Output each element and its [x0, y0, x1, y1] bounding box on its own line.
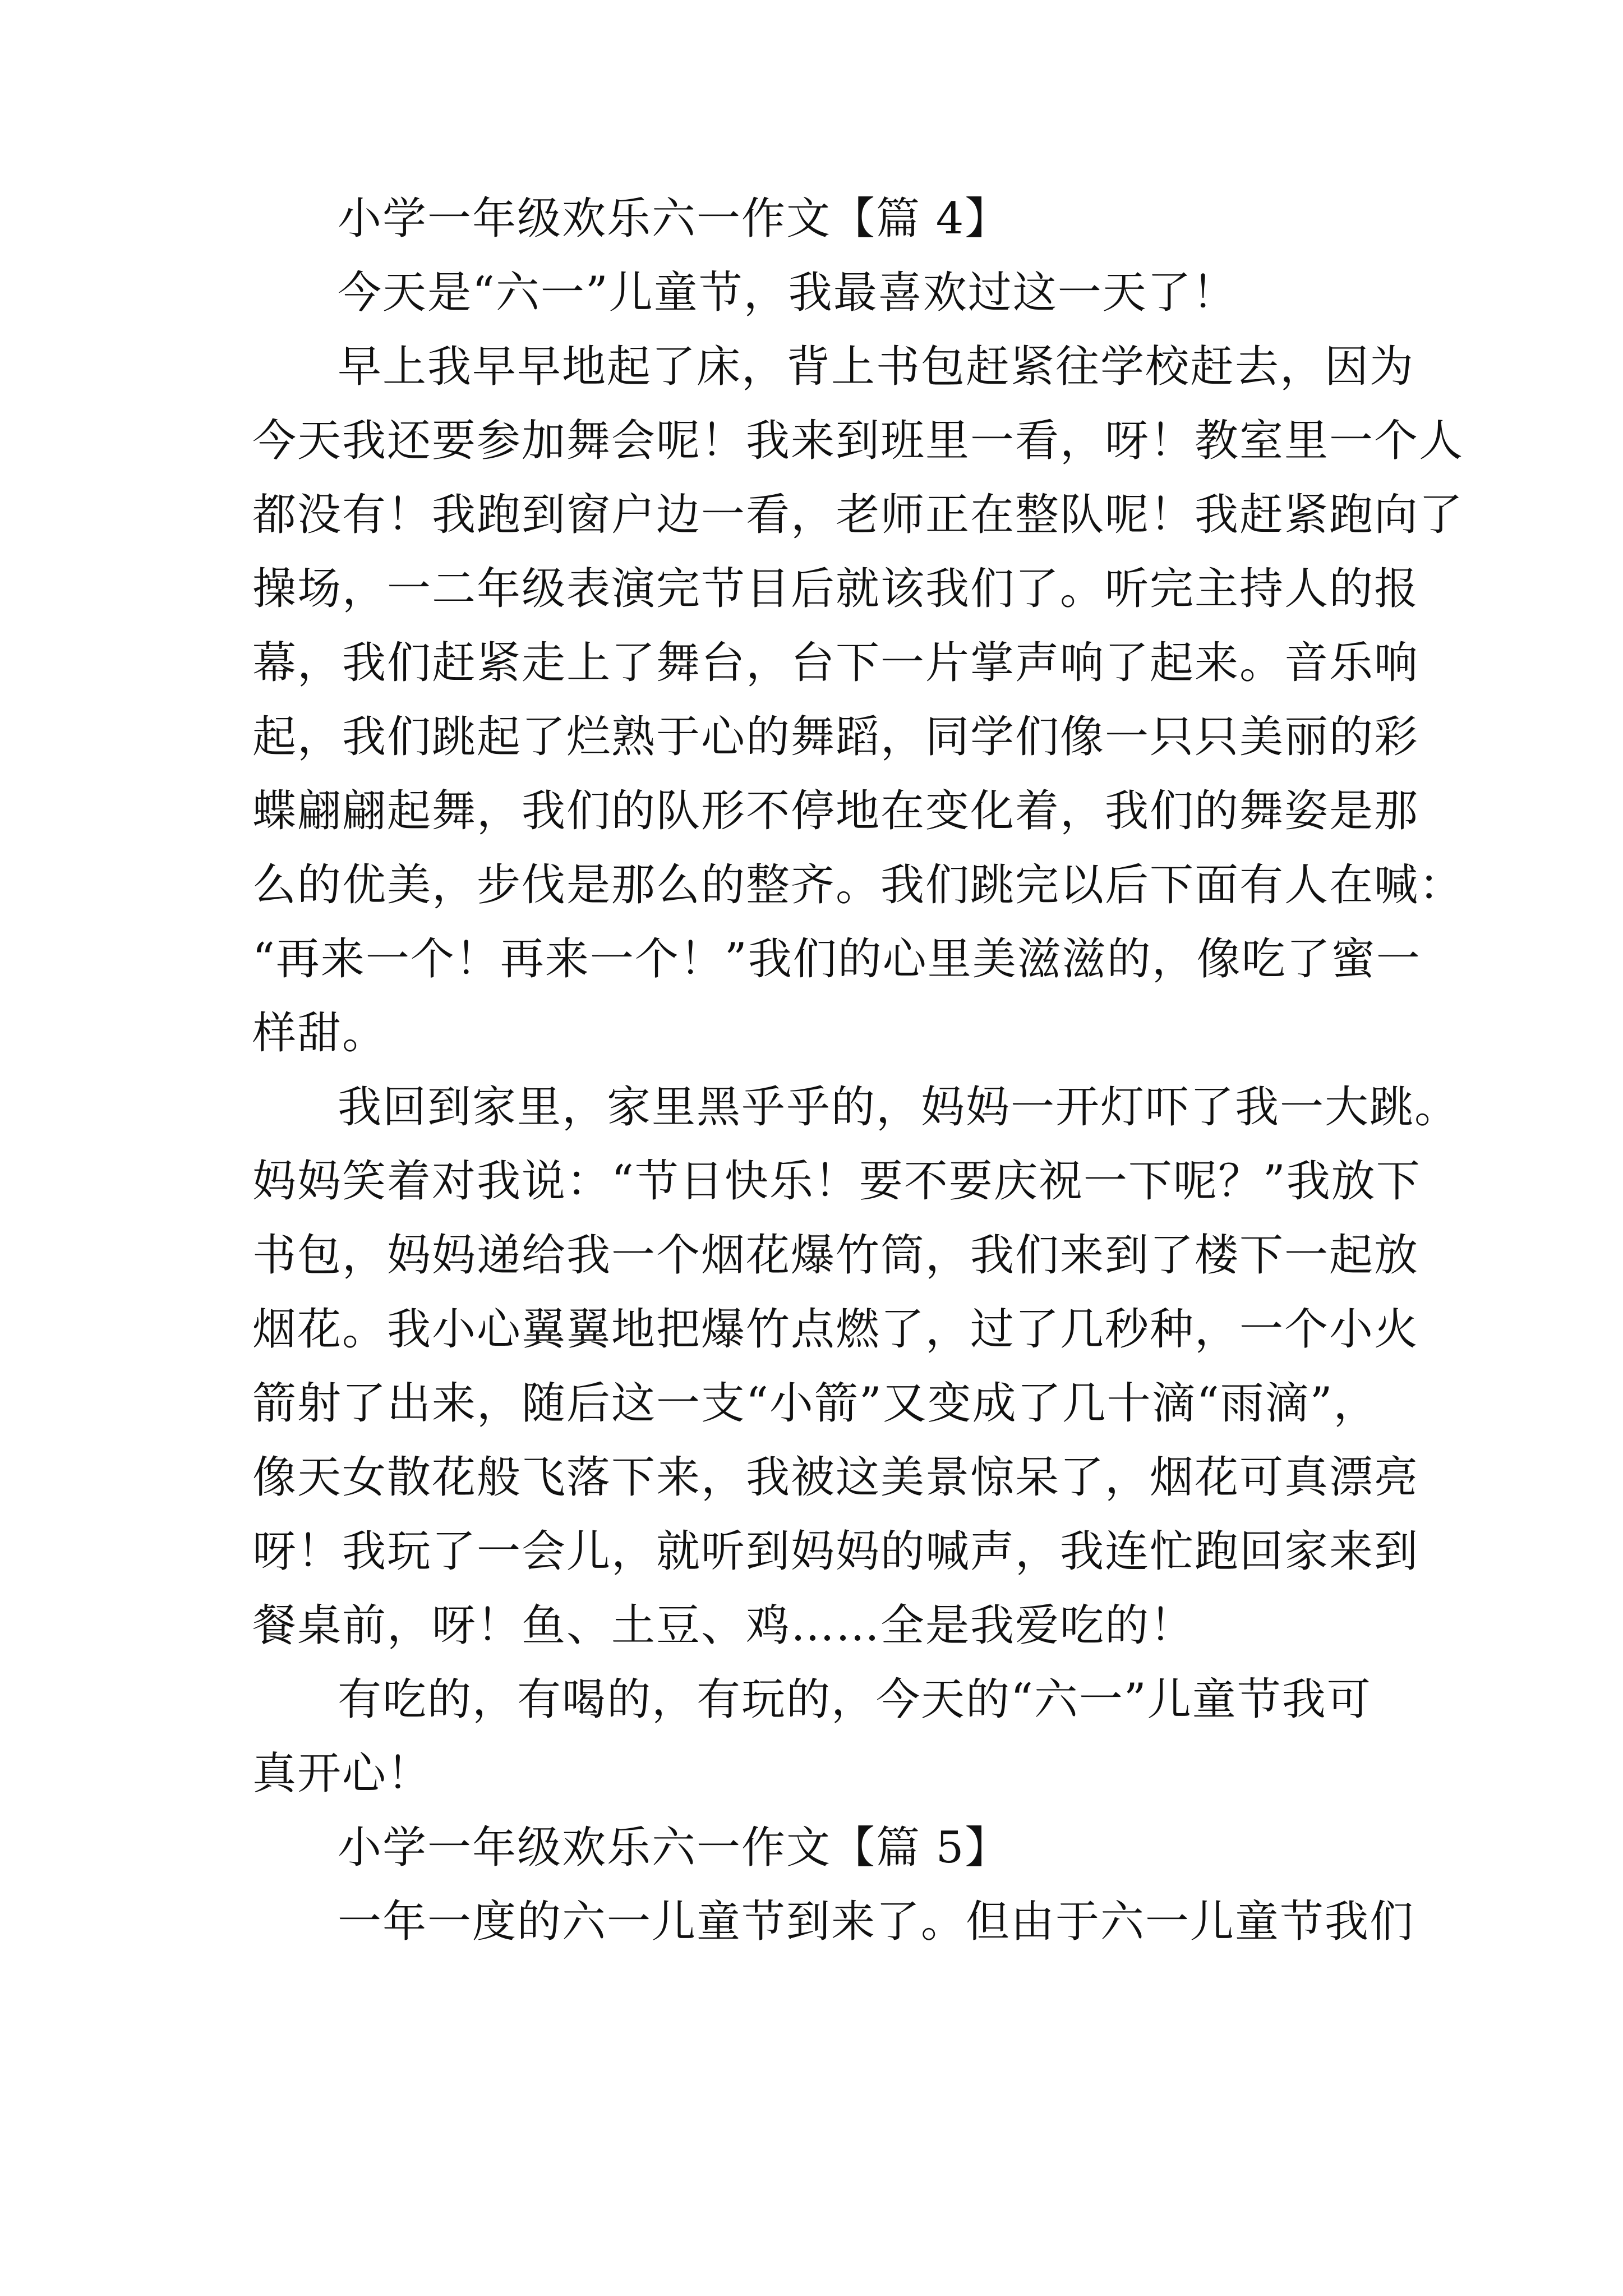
paragraph-line: 书包，妈妈递给我一个烟花爆竹筒，我们来到了楼下一起放 — [252, 1230, 1419, 1281]
paragraph-line: 早上我早早地起了床，背上书包赶紧往学校赶去，因为 — [338, 342, 1415, 392]
paragraph-line: 我回到家里，家里黑乎乎的，妈妈一开灯吓了我一大跳。 — [338, 1082, 1460, 1133]
paragraph-line: 都没有！我跑到窗户边一看，老师正在整队呢！我赶紧跑向了 — [252, 490, 1464, 540]
paragraph-line: 像天女散花般飞落下来，我被这美景惊呆了，烟花可真漂亮 — [252, 1452, 1419, 1503]
section-heading-4: 小学一年级欢乐六一作文【篇 4】 — [338, 194, 1010, 244]
section-heading-5: 小学一年级欢乐六一作文【篇 5】 — [338, 1823, 1010, 1873]
paragraph-line: 呀！我玩了一会儿，就听到妈妈的喊声，我连忙跑回家来到 — [252, 1526, 1419, 1577]
paragraph-line: “再来一个！再来一个！”我们的心里美滋滋的，像吃了蜜一 — [252, 934, 1421, 984]
paragraph-line: 真开心！ — [252, 1749, 432, 1799]
paragraph-line: 有吃的，有喝的，有玩的，今天的“六一”儿童节我可 — [338, 1674, 1372, 1725]
paragraph-line: 么的优美，步伐是那么的整齐。我们跳完以后下面有人在喊： — [252, 860, 1464, 910]
paragraph-line: 蝶翩翩起舞，我们的队形不停地在变化着，我们的舞姿是那 — [252, 786, 1419, 836]
paragraph-line: 起，我们跳起了烂熟于心的舞蹈，同学们像一只只美丽的彩 — [252, 712, 1419, 762]
paragraph-line: 操场，一二年级表演完节目后就该我们了。听完主持人的报 — [252, 564, 1419, 614]
paragraph-line: 幕，我们赶紧走上了舞台，台下一片掌声响了起来。音乐响 — [252, 638, 1419, 688]
paragraph-line: 一年一度的六一儿童节到来了。但由于六一儿童节我们 — [338, 1897, 1415, 1947]
paragraph-line: 今天我还要参加舞会呢！我来到班里一看，呀！教室里一个人 — [252, 416, 1464, 466]
paragraph-line: 箭射了出来，随后这一支“小箭”又变成了几十滴“雨滴”， — [252, 1378, 1378, 1429]
paragraph-line: 烟花。我小心翼翼地把爆竹点燃了，过了几秒种，一个小火 — [252, 1304, 1419, 1355]
paragraph-line: 今天是“六一”儿童节，我最喜欢过这一天了！ — [338, 268, 1237, 318]
paragraph-line: 样甜。 — [252, 1008, 388, 1059]
paragraph-line: 妈妈笑着对我说：“节日快乐！要不要庆祝一下呢？”我放下 — [252, 1156, 1421, 1207]
paragraph-line: 餐桌前，呀！鱼、土豆、鸡……全是我爱吃的！ — [252, 1600, 1195, 1651]
